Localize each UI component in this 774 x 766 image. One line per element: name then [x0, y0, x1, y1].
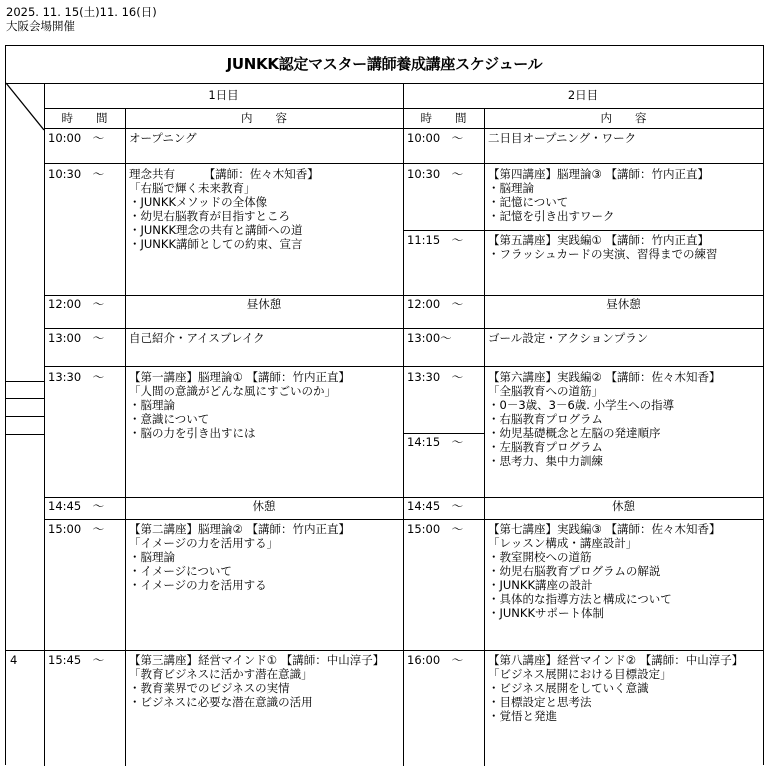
- divider: [6, 381, 44, 382]
- header-venue: 大阪会場開催: [6, 19, 75, 33]
- d2-line: ・0－3歳、3－6歳. 小学生への指導: [488, 398, 675, 412]
- d2-line: 昼休憩: [606, 297, 641, 311]
- d1-line: 休憩: [252, 499, 276, 513]
- d2-line: ・教室開校への道筋: [488, 550, 592, 564]
- d1-line: ・教育業界でのビジネスの実情: [129, 681, 290, 695]
- page-title: JUNKK認定マスター講師養成講座スケジュール: [226, 55, 543, 73]
- day2-header: 2日目: [567, 88, 599, 102]
- d2-line: ・記憶を引き出すワーク: [488, 209, 615, 223]
- d1-time: 12:00 ～: [48, 297, 105, 311]
- divider: [125, 108, 126, 766]
- d2-line: 【第四講座】脳理論③ 【講師：竹内正直】: [488, 167, 709, 181]
- divider: [6, 83, 763, 84]
- d1-line: ・幼児右脳教育が目指すところ: [129, 209, 290, 223]
- d2-time: 16:00 ～: [407, 653, 464, 667]
- d2-time: 12:00 ～: [407, 297, 464, 311]
- d1-line: 【第二講座】脳理論② 【講師：竹内正直】: [129, 522, 350, 536]
- d1-line: ・イメージについて: [129, 564, 232, 578]
- schedule-table: [5, 45, 764, 765]
- d2-time: 15:00 ～: [407, 522, 464, 536]
- d1-line: ・脳の力を引き出すには: [129, 426, 256, 440]
- d2-time: 13:00～: [407, 331, 452, 345]
- d2-line: ・フラッシュカードの実演、習得までの練習: [488, 247, 718, 261]
- d2-line: ・脳理論: [488, 181, 534, 195]
- d2-line: ・具体的な指導方法と構成について: [488, 592, 672, 606]
- d1-line: 昼休憩: [246, 297, 282, 311]
- d1-time: 15:00 ～: [48, 522, 105, 536]
- d2-line: ・JUNKKサポート体制: [488, 606, 604, 620]
- side-number: 4: [10, 653, 18, 667]
- divider: [484, 108, 485, 766]
- d1-time: 13:30 ～: [48, 370, 105, 384]
- d2-line: ・記憶について: [488, 195, 569, 209]
- corner-diagonal: [6, 83, 44, 130]
- d2-line: 休憩: [612, 499, 635, 513]
- d1-time: 14:45 ～: [48, 499, 105, 513]
- d1-line: ・脳理論: [129, 550, 175, 564]
- d2-time: 10:00 ～: [407, 131, 464, 145]
- d1-line: 「人間の意識がどんな風にすごいのか」: [129, 384, 336, 398]
- d2-line: 「ビジネス展開における目標設定」: [488, 667, 672, 681]
- d2-time: 10:30 ～: [407, 167, 464, 181]
- d2-line: 「レッスン構成・講座設計」: [488, 536, 638, 550]
- divider: [403, 433, 484, 434]
- d1-line: 「教育ビジネスに活かす潜在意識」: [129, 667, 313, 681]
- d1-line: ・JUNKK理念の共有と講師への道: [129, 223, 303, 237]
- d2-line: 【第七講座】実践編③ 【講師：佐々木知香】: [488, 522, 721, 536]
- d1-line: オープニング: [129, 131, 197, 145]
- d2-line: ・幼児右脳教育プログラムの解説: [488, 564, 661, 578]
- d2-line: ・ビジネス展開をしていく意識: [488, 681, 649, 695]
- d1-line: 【第三講座】経営マインド① 【講師：中山淳子】: [129, 653, 385, 667]
- day2-content-header: 内 容: [600, 111, 647, 125]
- day1-content-header: 内 容: [241, 111, 287, 125]
- divider: [6, 650, 763, 651]
- divider: [6, 416, 44, 417]
- d2-line: ・思考力、集中力訓練: [488, 454, 603, 468]
- d2-time: 11:15 ～: [407, 233, 464, 247]
- d1-line: ・イメージの力を活用する: [129, 578, 267, 592]
- d1-line: ・ビジネスに必要な潜在意識の活用: [129, 695, 313, 709]
- divider: [403, 230, 763, 231]
- d2-line: ・目標設定と思考法: [488, 695, 592, 709]
- d1-line: 自己紹介・アイスブレイク: [129, 331, 265, 345]
- d2-line: ・左脳教育プログラム: [488, 440, 603, 454]
- d2-line: 「全脳教育への道筋」: [488, 384, 603, 398]
- d1-line: 【第一講座】脳理論① 【講師：竹内正直】: [129, 370, 350, 384]
- divider: [6, 398, 44, 399]
- d1-line: ・JUNKK講師としての約束、宣言: [129, 237, 303, 251]
- divider: [6, 434, 44, 435]
- d2-time: 14:15 ～: [407, 435, 464, 449]
- d1-time: 13:00 ～: [48, 331, 105, 345]
- d2-line: ・幼児基礎概念と左脳の発達順序: [488, 426, 661, 440]
- d2-time: 13:30 ～: [407, 370, 464, 384]
- d2-line: ・右脳教育プログラム: [488, 412, 603, 426]
- d2-line: ・JUNKK講座の設計: [488, 578, 593, 592]
- d2-line: ・覚悟と発進: [488, 709, 557, 723]
- day1-time-header: 時 間: [61, 111, 108, 125]
- d1-line: 「イメージの力を活用する」: [129, 536, 279, 550]
- d2-line: 【第五講座】実践編① 【講師：竹内正直】: [488, 233, 709, 247]
- d1-line: ・脳理論: [129, 398, 175, 412]
- day1-header: 1日目: [208, 88, 239, 102]
- d2-line: 二日目オープニング・ワーク: [488, 131, 637, 145]
- d1-line: 理念共有 【講師：佐々木知香】: [129, 167, 319, 181]
- d2-line: 【第八講座】経営マインド② 【講師：中山淳子】: [488, 653, 744, 667]
- d1-line: ・意識について: [129, 412, 210, 426]
- d2-line: 【第六講座】実践編② 【講師：佐々木知香】: [488, 370, 721, 384]
- d1-line: 「右脳で輝く未来教育」: [129, 181, 256, 195]
- d1-time: 10:30 ～: [48, 167, 105, 181]
- divider: [403, 83, 404, 766]
- header-dates: 2025. 11. 15(土)11. 16(日): [6, 5, 157, 19]
- divider: [44, 83, 45, 766]
- d2-line: ゴール設定・アクションプラン: [488, 331, 649, 345]
- d1-line: ・JUNKKメソッドの全体像: [129, 195, 268, 209]
- d1-time: 15:45 ～: [48, 653, 105, 667]
- day2-time-header: 時 間: [420, 111, 467, 125]
- d2-time: 14:45 ～: [407, 499, 464, 513]
- d1-time: 10:00 ～: [48, 131, 105, 145]
